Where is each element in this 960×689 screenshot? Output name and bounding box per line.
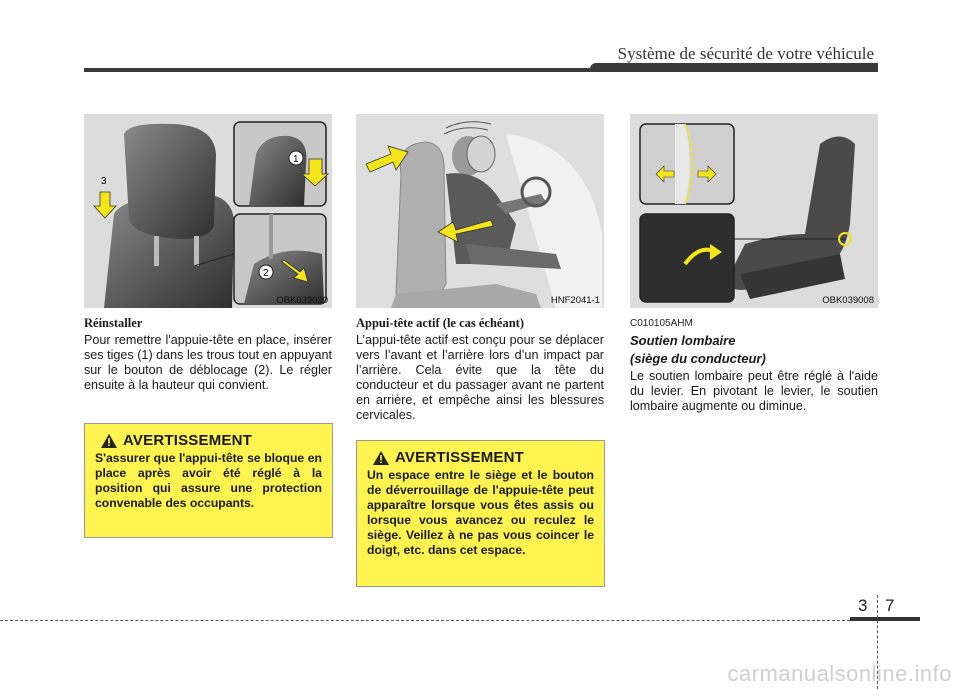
figure-code: HNF2041-1 (550, 295, 600, 306)
watermark: carmanualsonline.info (727, 661, 952, 686)
section-title: Appui-tête actif (le cas échéant) (356, 316, 525, 330)
page-header-title: Système de sécurité de votre véhicule (617, 44, 874, 63)
header-rule (84, 68, 878, 72)
warning-body: Un espace entre le siège et le bouton de déverrouillage de l'appuie-tête peut apparaître lorsque vous êtes assis ou lorsque vous avancez ou reculez le siège. Veillez à ne pas vous coincer le doigt, etc. dans cet espace. (367, 468, 594, 557)
figure-code: OBK039008 (822, 295, 874, 306)
warning-box-active-headrest (356, 440, 605, 587)
headrest-drawing (84, 114, 332, 308)
lumbar-seat-illustration (630, 114, 878, 308)
paragraph: L’appui-tête actif est conçu pour se déplacer vers l’avant et l’arrière lors d’un impact par l’arrière. Cela évite que la tête du conducteur et du passager avant ne partent en arrière, et empêche ainsi les blessures cervicales. (356, 333, 604, 422)
callout-2: 2 (263, 268, 269, 279)
doc-code: C010105AHM (630, 318, 693, 329)
active-headrest-illustration (356, 114, 604, 308)
active-headrest-drawing (356, 114, 604, 308)
callout-1: 1 (293, 154, 299, 165)
warning-title: AVERTISSEMENT (395, 449, 525, 466)
column-lumbar-support (630, 114, 878, 414)
footer-dashed-rule (0, 620, 850, 621)
page-number: 7 (885, 596, 895, 615)
warning-triangle-icon (373, 451, 389, 465)
page-section-number: 3 (858, 596, 868, 615)
section-title-line2: (siège du conducteur) (630, 351, 766, 366)
warning-triangle-icon (101, 434, 117, 448)
column-headrest-reinstall (84, 114, 332, 393)
paragraph: Pour remettre l'appuie-tête en place, insérer ses tiges (1) dans les trous tout en appuyant sur le bouton de déblocage (2). Le régler ensuite à la hauteur qui convient. (84, 333, 332, 392)
footer-rule (850, 617, 920, 621)
warning-box-headrest (84, 423, 333, 538)
section-title: Réinstaller (84, 316, 143, 330)
column-active-headrest (356, 114, 604, 423)
warning-body: S'assurer que l'appui-tête se bloque en place après avoir été réglé à la position qui assure une protection convenable des occupants. (95, 451, 322, 510)
warning-title: AVERTISSEMENT (123, 432, 253, 449)
lumbar-seat-drawing (630, 114, 878, 308)
paragraph: Le soutien lombaire peut être réglé à l'aide du levier. En pivotant le levier, le soutien lombaire augmente ou diminue. (630, 369, 878, 413)
section-title-line1: Soutien lombaire (630, 333, 736, 348)
headrest-illustration (84, 114, 332, 308)
figure-code: OBK039030 (276, 295, 328, 306)
callout-3: 3 (101, 176, 107, 187)
